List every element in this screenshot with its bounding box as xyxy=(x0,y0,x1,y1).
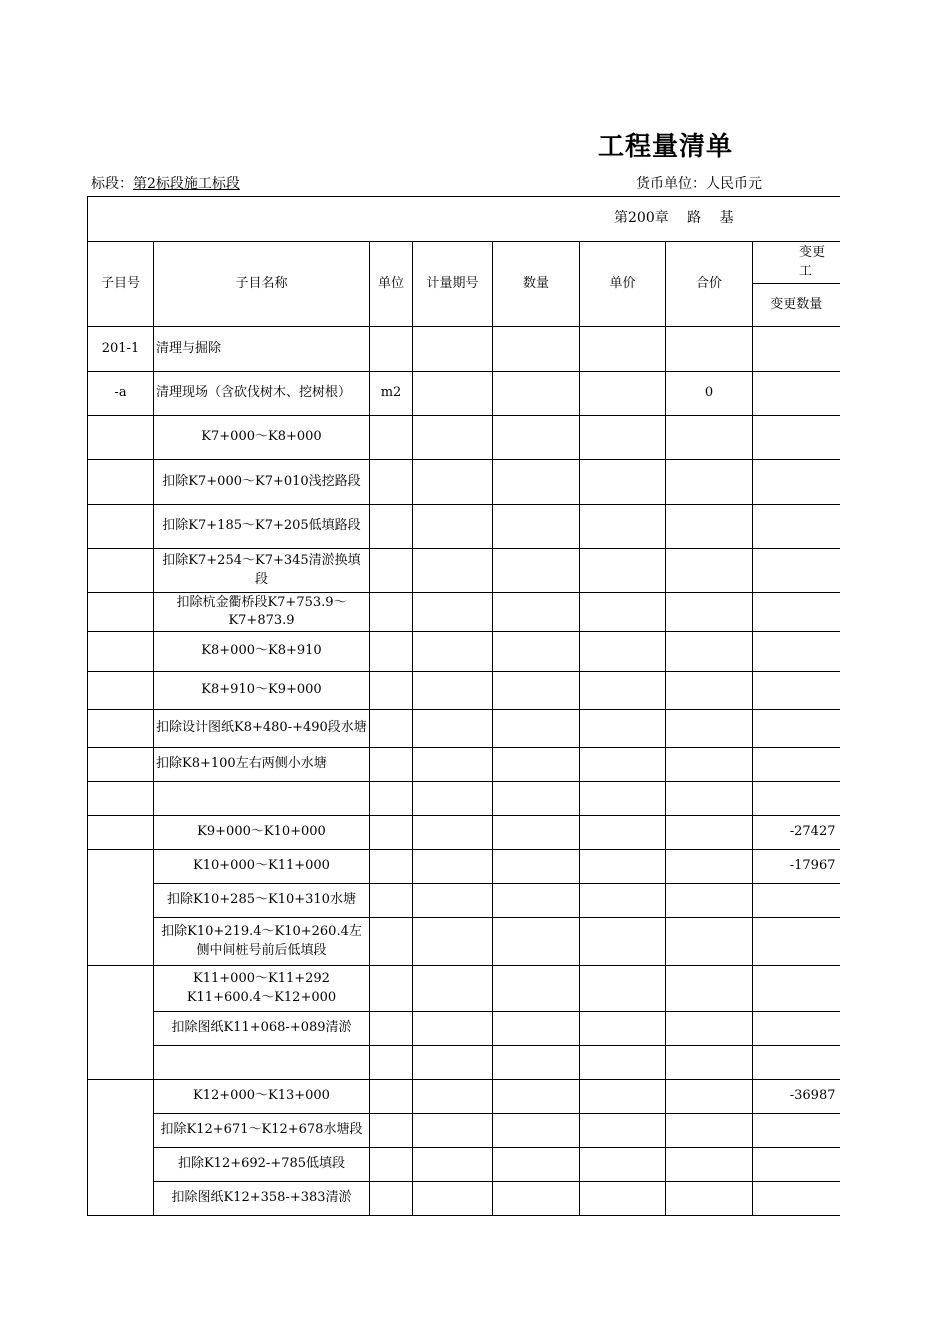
col-header-change-group: 变更工 xyxy=(753,242,840,284)
cell-period xyxy=(413,850,493,884)
cell-qty xyxy=(493,1182,580,1216)
cell-price xyxy=(580,672,666,710)
chapter-title: 第200章 路 基 xyxy=(88,197,840,242)
cell-period xyxy=(413,1046,493,1080)
cell-qty xyxy=(493,1012,580,1046)
chapter-row xyxy=(88,197,840,242)
cell-unit xyxy=(370,1012,413,1046)
cell-qty xyxy=(493,710,580,748)
table-row xyxy=(88,710,840,748)
cell-code xyxy=(88,816,154,850)
cell-total xyxy=(666,748,753,782)
cell-period xyxy=(413,816,493,850)
cell-price xyxy=(580,416,666,460)
cell-name: K11+000～K11+292 K11+600.4～K12+000 xyxy=(154,966,370,1012)
col-header-period: 计量期号 xyxy=(413,242,493,327)
table-row xyxy=(88,1114,840,1148)
cell-unit: m2 xyxy=(370,372,413,416)
cell-total xyxy=(666,966,753,1012)
cell-qty xyxy=(493,850,580,884)
cell-price xyxy=(580,1148,666,1182)
cell-qty xyxy=(493,816,580,850)
cell-price xyxy=(580,1080,666,1114)
section-label: 标段： xyxy=(91,176,133,192)
cell-change-qty xyxy=(753,710,840,748)
cell-price xyxy=(580,549,666,593)
cell-total xyxy=(666,416,753,460)
cell-change-qty xyxy=(753,372,840,416)
cell-total xyxy=(666,782,753,816)
cell-name: 扣除K7+254～K7+345清淤换填段 xyxy=(154,549,370,593)
cell-period xyxy=(413,1182,493,1216)
table-row xyxy=(88,1148,840,1182)
cell-period xyxy=(413,748,493,782)
col-header-price: 单价 xyxy=(580,242,666,327)
table-row xyxy=(88,782,840,816)
cell-name: 扣除K10+285～K10+310水塘 xyxy=(154,884,370,918)
cell-name: K7+000～K8+000 xyxy=(154,416,370,460)
cell-period xyxy=(413,460,493,505)
section-value: 第2标段施工标段 xyxy=(133,176,240,192)
cell-qty xyxy=(493,884,580,918)
cell-total xyxy=(666,850,753,884)
cell-total xyxy=(666,1046,753,1080)
cell-period xyxy=(413,1114,493,1148)
cell-code xyxy=(88,782,154,816)
cell-change-qty xyxy=(753,327,840,372)
table-row xyxy=(88,1012,840,1046)
table-row xyxy=(88,966,840,1012)
cell-code xyxy=(88,672,154,710)
table-row xyxy=(88,549,840,593)
cell-change-qty xyxy=(753,1148,840,1182)
cell-qty xyxy=(493,416,580,460)
cell-price xyxy=(580,632,666,672)
cell-change-qty xyxy=(753,672,840,710)
cell-change-qty xyxy=(753,918,840,966)
table-row xyxy=(88,1182,840,1216)
cell-unit xyxy=(370,416,413,460)
cell-period xyxy=(413,372,493,416)
cell-period xyxy=(413,710,493,748)
cell-total xyxy=(666,1080,753,1114)
cell-code: 201-1 xyxy=(88,327,154,372)
cell-period xyxy=(413,884,493,918)
cell-total xyxy=(666,505,753,549)
cell-code xyxy=(88,966,154,1080)
cell-total xyxy=(666,710,753,748)
cell-code xyxy=(88,850,154,966)
cell-price xyxy=(580,884,666,918)
cell-unit xyxy=(370,593,413,632)
cell-change-qty: -36987 xyxy=(753,1080,840,1114)
cell-code xyxy=(88,549,154,593)
quantity-table xyxy=(87,196,840,1216)
cell-qty xyxy=(493,372,580,416)
cell-name: 扣除K7+185～K7+205低填路段 xyxy=(154,505,370,549)
cell-name: 清理现场（含砍伐树木、挖树根） xyxy=(154,372,370,416)
cell-code xyxy=(88,1080,154,1216)
col-header-qty: 数量 xyxy=(493,242,580,327)
table-row xyxy=(88,1080,840,1114)
col-header-code: 子目号 xyxy=(88,242,154,327)
cell-period xyxy=(413,505,493,549)
cell-qty xyxy=(493,593,580,632)
table-row xyxy=(88,1046,840,1080)
cell-change-qty xyxy=(753,782,840,816)
cell-unit xyxy=(370,966,413,1012)
cell-period xyxy=(413,327,493,372)
cell-unit xyxy=(370,850,413,884)
cell-qty xyxy=(493,1114,580,1148)
cell-name: K9+000～K10+000 xyxy=(154,816,370,850)
cell-name: 扣除图纸K12+358-+383清淤 xyxy=(154,1182,370,1216)
cell-name: K12+000～K13+000 xyxy=(154,1080,370,1114)
cell-change-qty xyxy=(753,460,840,505)
col-header-change-qty: 变更数量 xyxy=(753,284,840,327)
col-header-unit: 单位 xyxy=(370,242,413,327)
cell-unit xyxy=(370,1148,413,1182)
cell-total xyxy=(666,460,753,505)
cell-total xyxy=(666,1148,753,1182)
cell-unit xyxy=(370,1046,413,1080)
table-row xyxy=(88,632,840,672)
cell-unit xyxy=(370,505,413,549)
cell-price xyxy=(580,1012,666,1046)
cell-price xyxy=(580,918,666,966)
cell-period xyxy=(413,966,493,1012)
cell-code xyxy=(88,416,154,460)
cell-qty xyxy=(493,782,580,816)
cell-qty xyxy=(493,672,580,710)
cell-qty xyxy=(493,327,580,372)
cell-change-qty xyxy=(753,966,840,1012)
cell-name: 扣除杭金衢桥段K7+753.9～K7+873.9 xyxy=(154,593,370,632)
cell-name: 扣除K12+671～K12+678水塘段 xyxy=(154,1114,370,1148)
cell-name: 扣除K12+692-+785低填段 xyxy=(154,1148,370,1182)
cell-unit xyxy=(370,782,413,816)
cell-price xyxy=(580,710,666,748)
cell-price xyxy=(580,1182,666,1216)
cell-period xyxy=(413,416,493,460)
cell-change-qty xyxy=(753,748,840,782)
cell-change-qty xyxy=(753,1012,840,1046)
cell-change-qty xyxy=(753,549,840,593)
cell-period xyxy=(413,782,493,816)
cell-price xyxy=(580,593,666,632)
cell-qty xyxy=(493,1080,580,1114)
cell-unit xyxy=(370,327,413,372)
cell-price xyxy=(580,850,666,884)
cell-code xyxy=(88,593,154,632)
cell-unit xyxy=(370,672,413,710)
cell-period xyxy=(413,1080,493,1114)
table-row xyxy=(88,816,840,850)
cell-code xyxy=(88,710,154,748)
cell-price xyxy=(580,966,666,1012)
cell-qty xyxy=(493,966,580,1012)
table-row xyxy=(88,672,840,710)
page-title: 工程量清单 xyxy=(598,132,734,162)
cell-price xyxy=(580,816,666,850)
cell-period xyxy=(413,593,493,632)
cell-unit xyxy=(370,632,413,672)
cell-unit xyxy=(370,1080,413,1114)
cell-name xyxy=(154,782,370,816)
cell-total: 0 xyxy=(666,372,753,416)
cell-name: 扣除图纸K11+068-+089清淤 xyxy=(154,1012,370,1046)
cell-change-qty xyxy=(753,416,840,460)
cell-period xyxy=(413,1012,493,1046)
cell-change-qty xyxy=(753,1182,840,1216)
cell-period xyxy=(413,549,493,593)
cell-total xyxy=(666,884,753,918)
currency-info: 货币单位：人民币元 xyxy=(636,176,762,192)
col-header-name: 子目名称 xyxy=(154,242,370,327)
cell-code xyxy=(88,748,154,782)
cell-name: 扣除K10+219.4～K10+260.4左侧中间桩号前后低填段 xyxy=(154,918,370,966)
table-row xyxy=(88,416,840,460)
cell-code xyxy=(88,460,154,505)
col-header-total: 合价 xyxy=(666,242,753,327)
cell-change-qty xyxy=(753,593,840,632)
cell-qty xyxy=(493,918,580,966)
cell-period xyxy=(413,672,493,710)
cell-code xyxy=(88,632,154,672)
cell-name: K8+910～K9+000 xyxy=(154,672,370,710)
cell-price xyxy=(580,505,666,549)
cell-unit xyxy=(370,748,413,782)
cell-total xyxy=(666,327,753,372)
table-row xyxy=(88,884,840,918)
table-row xyxy=(88,460,840,505)
cell-name: 扣除K7+000～K7+010浅挖路段 xyxy=(154,460,370,505)
cell-name: 扣除设计图纸K8+480-+490段水塘 xyxy=(154,710,370,748)
table-row xyxy=(88,372,840,416)
cell-period xyxy=(413,1148,493,1182)
table-row xyxy=(88,850,840,884)
cell-name: K8+000～K8+910 xyxy=(154,632,370,672)
cell-total xyxy=(666,816,753,850)
cell-price xyxy=(580,327,666,372)
cell-code: -a xyxy=(88,372,154,416)
cell-qty xyxy=(493,748,580,782)
cell-name xyxy=(154,1046,370,1080)
cell-change-qty xyxy=(753,505,840,549)
header-row xyxy=(88,242,840,284)
cell-qty xyxy=(493,549,580,593)
cell-total xyxy=(666,1012,753,1046)
cell-price xyxy=(580,782,666,816)
cell-price xyxy=(580,372,666,416)
cell-name: 扣除K8+100左右两侧小水塘 xyxy=(154,748,370,782)
cell-unit xyxy=(370,460,413,505)
cell-change-qty: -27427 xyxy=(753,816,840,850)
cell-total xyxy=(666,672,753,710)
cell-price xyxy=(580,748,666,782)
cell-change-qty xyxy=(753,884,840,918)
cell-total xyxy=(666,1182,753,1216)
cell-total xyxy=(666,593,753,632)
cell-change-qty xyxy=(753,1046,840,1080)
cell-unit xyxy=(370,1182,413,1216)
cell-name: K10+000～K11+000 xyxy=(154,850,370,884)
cell-total xyxy=(666,918,753,966)
table-row xyxy=(88,918,840,966)
cell-period xyxy=(413,918,493,966)
cell-unit xyxy=(370,1114,413,1148)
cell-unit xyxy=(370,816,413,850)
cell-qty xyxy=(493,1046,580,1080)
cell-total xyxy=(666,632,753,672)
cell-change-qty: -17967 xyxy=(753,850,840,884)
cell-name: 清理与掘除 xyxy=(154,327,370,372)
cell-code xyxy=(88,505,154,549)
table-row xyxy=(88,327,840,372)
section-info xyxy=(91,173,240,193)
cell-unit xyxy=(370,918,413,966)
cell-qty xyxy=(493,505,580,549)
cell-price xyxy=(580,1114,666,1148)
table-row xyxy=(88,505,840,549)
cell-change-qty xyxy=(753,1114,840,1148)
cell-change-qty xyxy=(753,632,840,672)
cell-price xyxy=(580,460,666,505)
cell-period xyxy=(413,632,493,672)
cell-total xyxy=(666,549,753,593)
cell-total xyxy=(666,1114,753,1148)
table-row xyxy=(88,593,840,632)
cell-qty xyxy=(493,460,580,505)
cell-unit xyxy=(370,710,413,748)
cell-unit xyxy=(370,549,413,593)
table-row xyxy=(88,748,840,782)
cell-price xyxy=(580,1046,666,1080)
cell-qty xyxy=(493,632,580,672)
cell-qty xyxy=(493,1148,580,1182)
cell-unit xyxy=(370,884,413,918)
